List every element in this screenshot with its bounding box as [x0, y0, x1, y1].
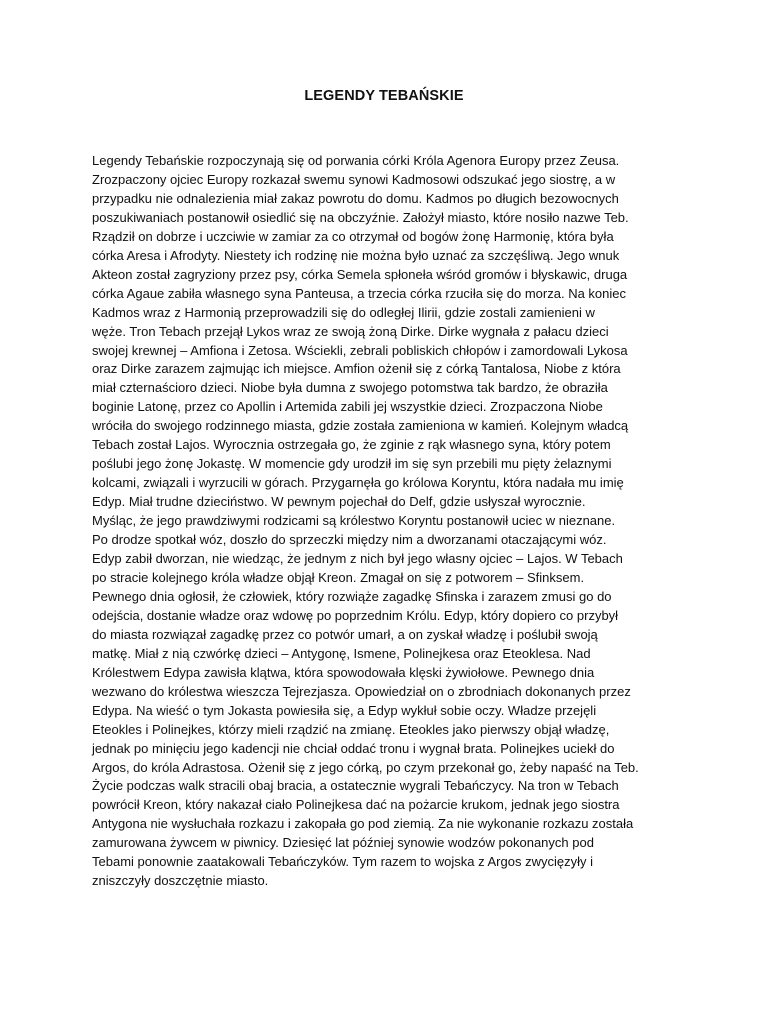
document-title: LEGENDY TEBAŃSKIE [304, 88, 464, 104]
text-line: Akteon został zagryziony przez psy, córka Semela spłoneła wśród gromów i błyskawic, druga [92, 266, 628, 282]
text-line: poślubi jego żonę Jokastę. W momencie gdy urodził im się syn przebili mu pięty żelaznymi [92, 456, 612, 472]
text-line: córka Agaue zabiła własnego syna Panteusa, a trzecia córka rzuciła się do morza. Na koniec [92, 285, 627, 301]
text-line: zamurowana żywcem w piwnicy. Dziesięć lat później synowie wodzów pokonanych pod [92, 835, 594, 851]
text-line: powrócił Kreon, który nakazał ciało Polinejkesa dać na pożarcie krukom, jednak jego siostra [92, 797, 620, 813]
text-line: Kadmos wraz z Harmonią przeprowadzili się do odległej Ilirii, gdzie zostali zamienieni w [92, 304, 595, 320]
text-line: Pewnego dnia ogłosił, że człowiek, który rozwiąże zagadkę Sfinska i zarazem zmusi go do [92, 588, 612, 604]
text-line: oraz Dirke zarazem zajmując ich miejsce. Amfion ożenił się z córką Tantalosa, Niobe z która [92, 361, 621, 377]
text-line: córka Aresa i Afrodyty. Niestety ich rodzinę nie można było uznać za szczęśliwą. Jego wnuk [92, 247, 620, 263]
text-line: węże. Tron Tebach przejął Lykos wraz ze swoją żoną Dirke. Dirke wygnała z pałacu dzieci [92, 323, 609, 339]
text-line: jednak po minięciu jego kadencji nie chciał oddać tronu i wygnał brata. Polinejkes uciekł do [92, 740, 615, 756]
text-line: Życie podczas walk stracili obaj bracia, a ostatecznie wygrali Tebańczycy. Na tron w Tebach [92, 778, 619, 794]
text-line: przypadku nie odnalezienia miał zakaz powrotu do domu. Kadmos po długich bezowocnych [92, 190, 619, 206]
text-line: poszukiwaniach postanowił osiedlić się na obczyźnie. Założył miasto, które nosiło nazwe Teb. [92, 209, 629, 225]
text-line: Rządził on dobrze i uczciwie w zamiar za co otrzymał od bogów żonę Harmonię, która była [92, 228, 614, 244]
text-line: Edyp zabił dworzan, nie wiedząc, że jednym z nich był jego własny ojciec – Lajos. W Tebach [92, 551, 623, 567]
document-body [92, 152, 682, 891]
text-line: do miasta rozwiązał zagadkę przez co potwór umarł, a on zyskał władzę i poślubił swoją [92, 626, 598, 642]
text-line: Eteokles i Polinejkes, którzy mieli rządzić na zmianę. Eteokles jako pierwszy objął władzę, [92, 721, 610, 737]
text-line: Tebach został Lajos. Wyrocznia ostrzegała go, że zginie z rąk własnego syna, który potem [92, 437, 611, 453]
text-line: swojej krewnej – Amfiona i Zetosa. Wściekli, zebrali pobliskich chłopów i zamordowali Lykosa [92, 342, 628, 358]
text-line: Edypa. Na wieść o tym Jokasta powiesiła się, a Edyp wykłuł sobie oczy. Władze przejęli [92, 702, 597, 718]
text-line: Argos, do króla Adrastosa. Ożenił się z jego córką, po czym przekonał go, żeby napaść na Teb. [92, 759, 639, 775]
text-line: po stracie kolejnego króla władze objął Kreon. Zmagał on się z potworem – Sfinksem. [92, 569, 585, 585]
text-line: Antygona nie wysłuchała rozkazu i zakopała go pod ziemią. Za nie wykonanie rozkazu została [92, 816, 634, 832]
text-line: Legendy Tebańskie rozpoczynają się od porwania córki Króla Agenora Europy przez Zeusa. [92, 153, 620, 168]
text-line: Królestwem Edypa zawisła klątwa, która spowodowała klęski żywiołowe. Pewnego dnia [92, 664, 595, 680]
text-line: Edyp. Miał trudne dzieciństwo. W pewnym pojechał do Delf, gdzie usłyszał wyrocznie. [92, 494, 586, 510]
text-line: miał czternaścioro dzieci. Niobe była dumna z swojego potomstwa tak bardzo, że obraziła [92, 380, 608, 396]
text-line: Myśląc, że jego prawdziwymi rodzicami są królestwo Koryntu postanowił uciec w nieznane. [92, 513, 616, 529]
text-line: odejścia, dostanie władze oraz wdowę po poprzednim Królu. Edyp, który dopiero co przybył [92, 607, 619, 623]
text-line: wróciła do swojego rodzinnego miasta, gdzie została zamieniona w kamień. Kolejnym władcą [92, 418, 629, 434]
text-line: boginie Latonę, przez co Apollin i Artemida zabili jej wszystkie dzieci. Zrozpaczona Niobe [92, 399, 603, 415]
text-line: Po drodze spotkał wóz, doszło do sprzeczki między nim a dworzanami otaczającymi wóz. [92, 532, 607, 548]
text-line: kolcami, związali i wyrzucili w górach. Przygarnęła go królowa Koryntu, która nadała mu imię [92, 475, 624, 491]
text-line: Tebami ponownie zaatakowali Tebańczyków. Tym razem to wojska z Argos zwycięzyły i [92, 854, 593, 870]
text-line: Zrozpaczony ojciec Europy rozkazał swemu synowi Kadmosowi odszukać jego siostrę, a w [92, 171, 616, 187]
text-line: matkę. Miał z nią czwórkę dzieci – Antygonę, Ismene, Polinejkesa oraz Eteoklesa. Nad [92, 645, 591, 661]
text-line: wezwano do królestwa wieszcza Tejrezjasza. Opowiedział on o zbrodniach dokonanych przez [92, 683, 631, 699]
text-line: zniszczyły doszczętnie miasto. [92, 873, 269, 889]
